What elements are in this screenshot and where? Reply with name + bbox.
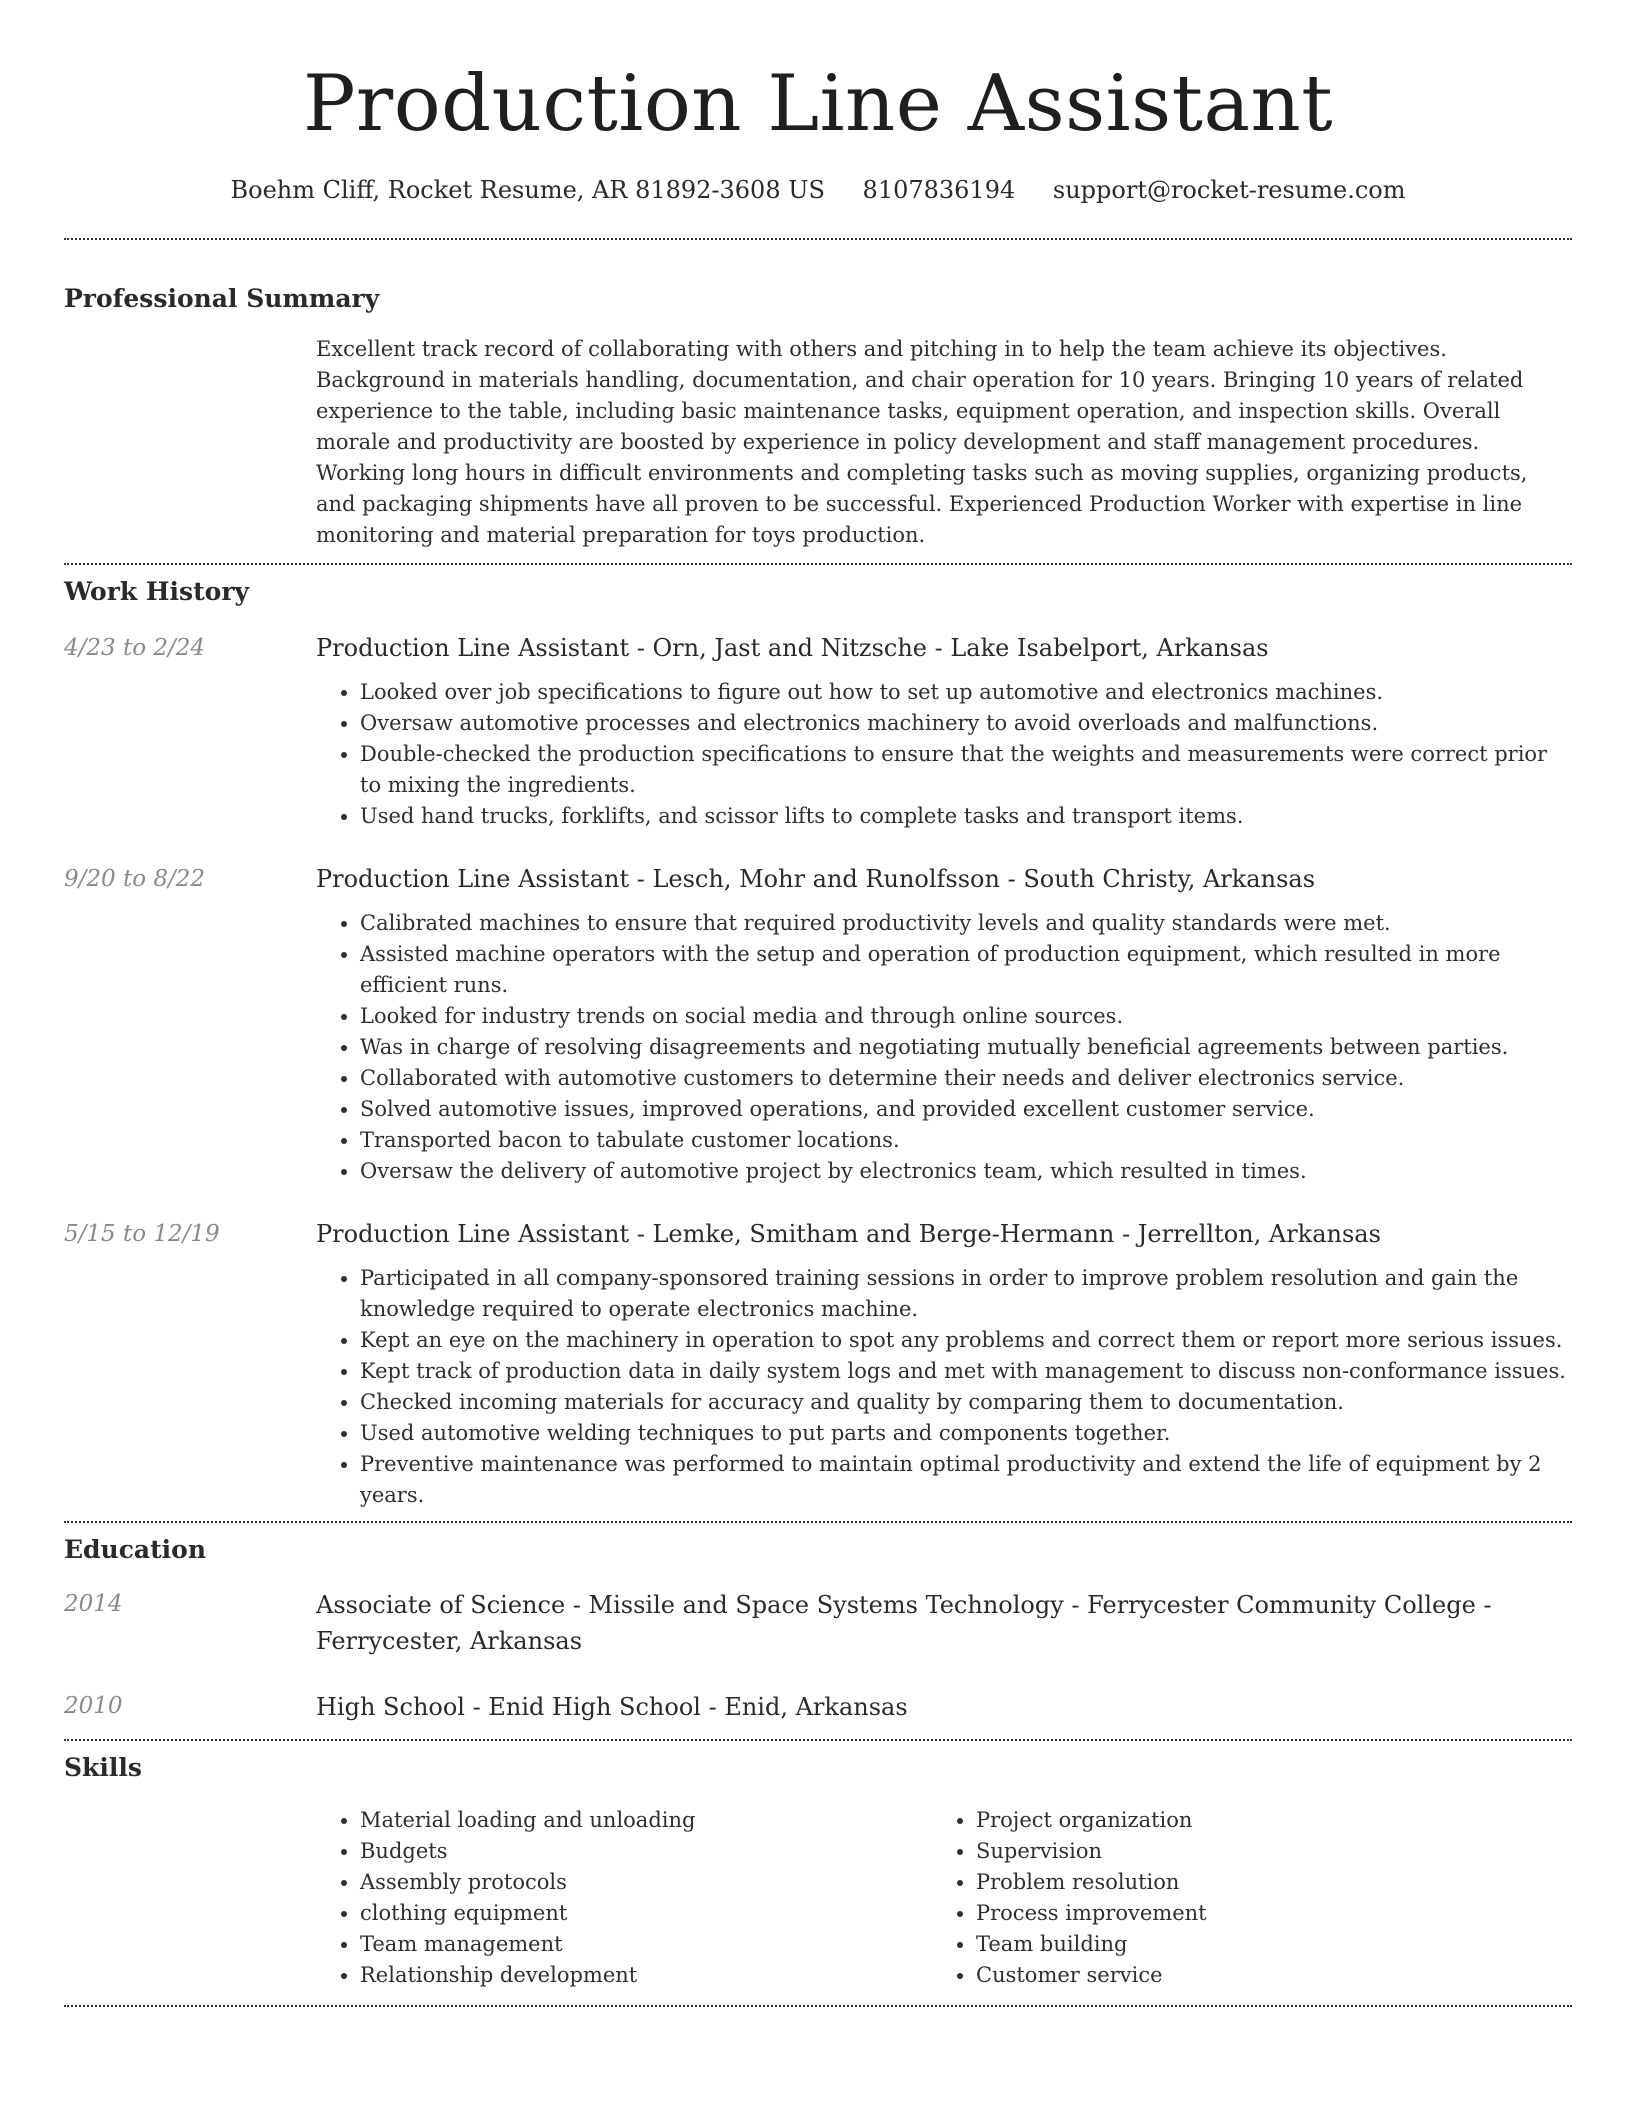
list-item: • Kept track of production data in daily system logs and met with management to discuss non-conformance issues. — [360, 1356, 1572, 1387]
list-item: • Assisted machine operators with the setup and operation of production equipment, which resulted in more efficient runs. — [360, 939, 1572, 1001]
skill-item: • Team management — [360, 1929, 932, 1960]
job-bullets — [316, 908, 1572, 1187]
education-entry — [64, 1689, 1572, 1725]
job-entry — [64, 862, 1572, 1187]
summary-section — [64, 240, 1572, 551]
skills-list-right — [932, 1805, 1548, 1991]
job-title: Production Line Assistant - Orn, Jast and Nitzsche - Lake Isabelport, Arkansas — [316, 634, 1269, 662]
list-item: • Used automotive welding techniques to put parts and components together. — [360, 1418, 1572, 1449]
job-dates: 5/15 to 12/19 — [64, 1221, 220, 1247]
skill-item: • Process improvement — [976, 1898, 1548, 1929]
job-title: Production Line Assistant - Lemke, Smitham and Berge-Hermann - Jerrellton, Arkansas — [316, 1220, 1381, 1248]
skill-item: • clothing equipment — [360, 1898, 932, 1929]
list-item: • Oversaw automotive processes and electronics machinery to avoid overloads and malfunctions. — [360, 708, 1572, 739]
job-content — [316, 862, 1572, 1187]
list-item: • Oversaw the delivery of automotive project by electronics team, which resulted in times. — [360, 1156, 1572, 1187]
list-item: • Kept an eye on the machinery in operation to spot any problems and correct them or report more serious issues. — [360, 1325, 1572, 1356]
list-item: • Used hand trucks, forklifts, and scissor lifts to complete tasks and transport items. — [360, 801, 1572, 832]
list-item: • Transported bacon to tabulate customer locations. — [360, 1125, 1572, 1156]
skill-item: • Project organization — [976, 1805, 1548, 1836]
resume-page — [64, 0, 1572, 2007]
job-bullets — [316, 677, 1572, 832]
education-title: Associate of Science - Missile and Space Systems Technology - Ferrycester Community College - Ferrycester, Arkansas — [316, 1591, 1492, 1655]
summary-text: Excellent track record of collaborating with others and pitching in to help the team achieve its objectives. Background in materials handling, documentation, and chair operation for 10 years. Bringing 10 years of related experience to the table, including basic maintenance tasks, equipment operation, and inspection skills. Overall morale and productivity are boosted by experience in policy development and staff management procedures. Working long hours in difficult environments and completing tasks such as moving supplies, organizing products, and packaging shipments have all proven to be successful. Experienced Production Worker with expertise in line monitoring and material preparation for toys production. — [316, 337, 1528, 547]
section-title-skills: Skills — [64, 1753, 142, 1782]
list-item: • Was in charge of resolving disagreements and negotiating mutually beneficial agreements between parties. — [360, 1032, 1572, 1063]
list-item: • Collaborated with automotive customers to determine their needs and deliver electronics service. — [360, 1063, 1572, 1094]
job-content — [316, 631, 1572, 832]
education-title: High School - Enid High School - Enid, Arkansas — [316, 1693, 908, 1721]
skill-item: • Relationship development — [360, 1960, 932, 1991]
contact-line — [64, 174, 1572, 206]
skills-section — [64, 1741, 1572, 1991]
list-item: • Looked over job specifications to figure out how to set up automotive and electronics machines. — [360, 677, 1572, 708]
skills-columns — [316, 1805, 1572, 1991]
contact-address: Boehm Cliff, Rocket Resume, AR 81892-3608 US — [230, 176, 825, 204]
skill-item: • Material loading and unloading — [360, 1805, 932, 1836]
skills-list-left — [316, 1805, 932, 1991]
list-item: • Participated in all company-sponsored training sessions in order to improve problem resolution and gain the knowledge required to operate electronics machine. — [360, 1263, 1572, 1325]
work-history-section — [64, 565, 1572, 1511]
job-title: Production Line Assistant - Lesch, Mohr and Runolfsson - South Christy, Arkansas — [316, 865, 1316, 893]
education-entry — [64, 1587, 1572, 1659]
job-dates: 9/20 to 8/22 — [64, 866, 206, 892]
contact-phone: 8107836194 — [862, 176, 1016, 204]
skill-item: • Problem resolution — [976, 1867, 1548, 1898]
section-title-education: Education — [64, 1535, 207, 1564]
list-item: • Solved automotive issues, improved operations, and provided excellent customer service. — [360, 1094, 1572, 1125]
skill-item: • Supervision — [976, 1836, 1548, 1867]
skill-item: • Customer service — [976, 1960, 1548, 1991]
candidate-name: Production Line Assistant — [302, 59, 1334, 149]
divider — [64, 2005, 1572, 2007]
section-title-work-history: Work History — [64, 577, 250, 606]
job-entry — [64, 1217, 1572, 1511]
education-year: 2014 — [64, 1591, 123, 1617]
list-item: • Preventive maintenance was performed to maintain optimal productivity and extend the life of equipment by 2 years. — [360, 1449, 1572, 1511]
job-dates: 4/23 to 2/24 — [64, 635, 206, 661]
job-content — [316, 1217, 1572, 1511]
list-item: • Looked for industry trends on social media and through online sources. — [360, 1001, 1572, 1032]
list-item: • Calibrated machines to ensure that required productivity levels and quality standards were met. — [360, 908, 1572, 939]
skill-item: • Team building — [976, 1929, 1548, 1960]
list-item: • Checked incoming materials for accuracy and quality by comparing them to documentation. — [360, 1387, 1572, 1418]
job-bullets — [316, 1263, 1572, 1511]
education-year: 2010 — [64, 1693, 123, 1719]
education-section — [64, 1523, 1572, 1725]
skill-item: • Budgets — [360, 1836, 932, 1867]
job-entry — [64, 631, 1572, 832]
section-title-summary: Professional Summary — [64, 284, 380, 313]
list-item: • Double-checked the production specifications to ensure that the weights and measurements were correct prior to mixing the ingredients. — [360, 739, 1572, 801]
contact-email: support@rocket-resume.com — [1052, 176, 1406, 204]
skill-item: • Assembly protocols — [360, 1867, 932, 1898]
